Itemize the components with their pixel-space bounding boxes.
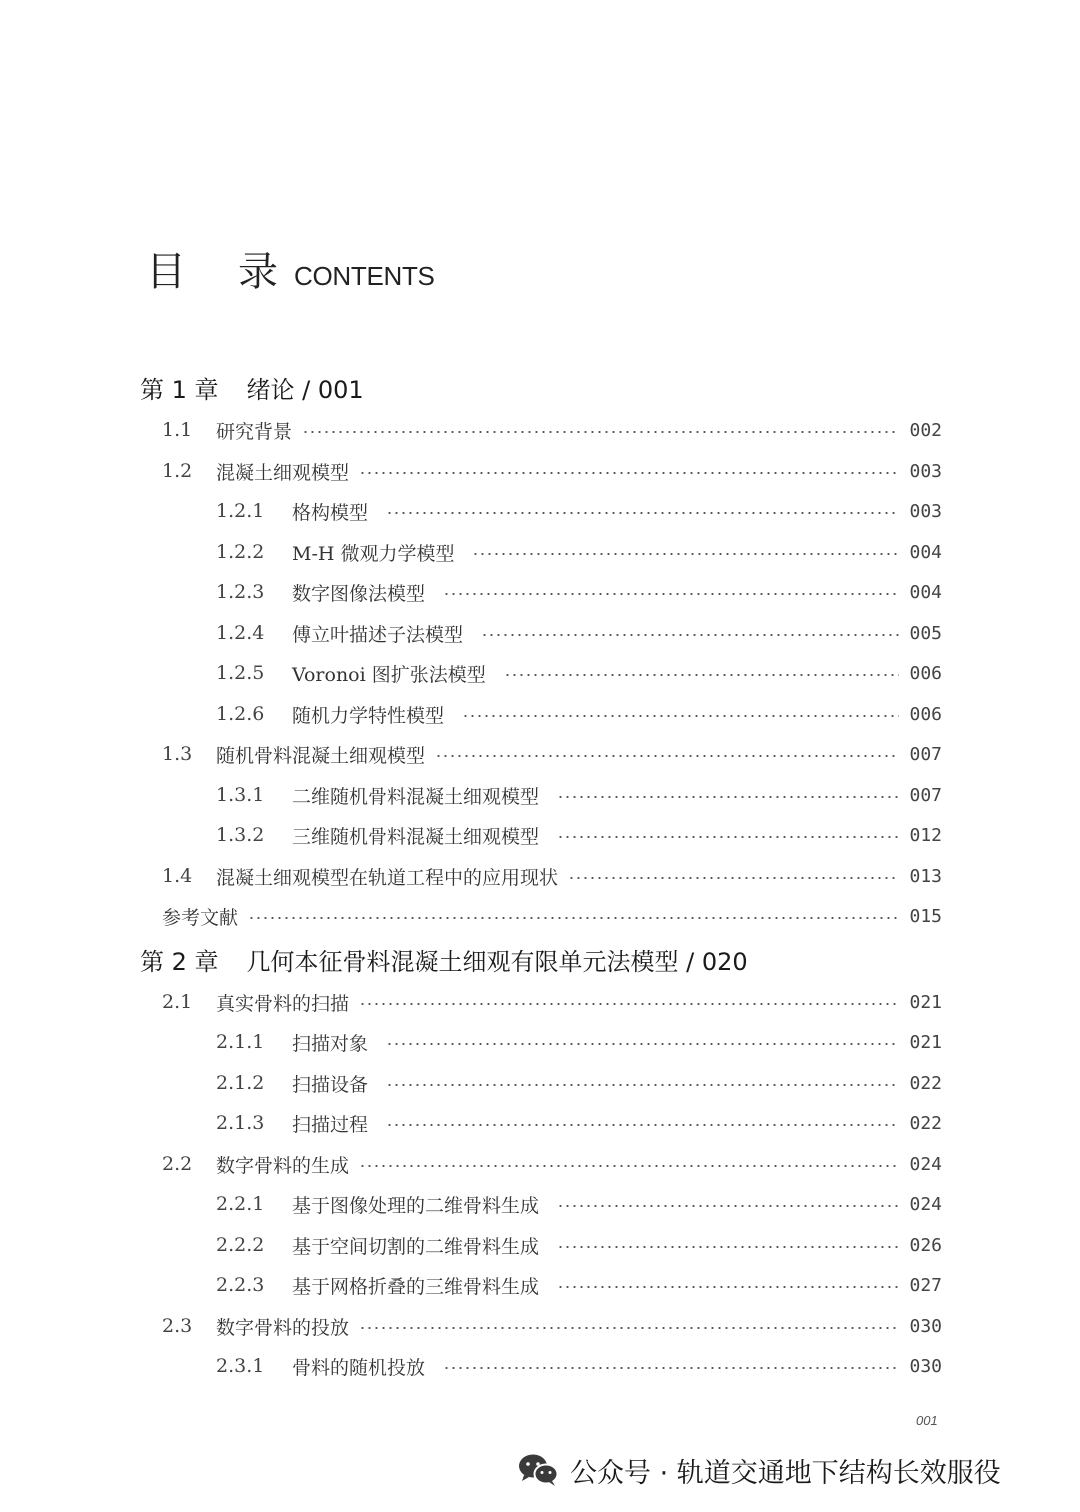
section-number: 2.1.2 [216, 1072, 265, 1094]
wechat-icon [516, 1452, 560, 1488]
toc-entry-1-2-1[interactable] [216, 494, 942, 528]
section-number: 1.3 [162, 743, 193, 765]
section-number: 1.2.1 [216, 500, 265, 522]
toc-heading-zh-2: 录 [238, 249, 278, 295]
section-title: 骨料的随机投放 [292, 1356, 426, 1379]
watermark-text: 公众号 · 轨道交通地下结构长效服役 [570, 1457, 1001, 1489]
section-number: 2.2.3 [216, 1274, 265, 1296]
page-number: 003 [909, 460, 942, 482]
section-number: 1.3.2 [216, 824, 265, 846]
page-number: 030 [909, 1315, 942, 1337]
page-number: 006 [909, 703, 942, 725]
toc-entry-2-2-3[interactable] [216, 1268, 942, 1302]
page-number: 013 [909, 865, 942, 887]
page-number: 021 [909, 991, 942, 1013]
toc-entry-2-1-3[interactable] [216, 1106, 942, 1140]
section-title: 扫描设备 [292, 1073, 369, 1096]
dot-leader [443, 1367, 899, 1369]
chapter-number: 第 1 章 [140, 375, 219, 404]
toc-entry-1-1[interactable] [162, 413, 942, 447]
dot-leader [386, 1124, 899, 1126]
dot-leader [557, 1205, 899, 1207]
section-title: 混凝土细观模型 [216, 461, 350, 484]
section-title: M-H 微观力学模型 [292, 542, 455, 565]
dot-leader [462, 715, 899, 717]
page-number: 030 [909, 1355, 942, 1377]
dot-leader [472, 553, 899, 555]
dot-leader [435, 755, 899, 757]
section-title: Voronoi 图扩张法模型 [292, 663, 486, 686]
section-title: 随机骨料混凝土细观模型 [216, 744, 426, 767]
page-number: 007 [909, 743, 942, 765]
section-number: 2.1.3 [216, 1112, 265, 1134]
section-number: 1.2.2 [216, 541, 265, 563]
section-number: 2.3.1 [216, 1355, 265, 1377]
section-number: 2.2 [162, 1153, 193, 1175]
dot-leader [359, 1003, 899, 1005]
page-number: 012 [909, 824, 942, 846]
page-number: 022 [909, 1112, 942, 1134]
watermark [516, 1448, 1001, 1492]
page-number: 002 [909, 419, 942, 441]
dot-leader [359, 472, 899, 474]
dot-leader [359, 1165, 899, 1167]
toc-entry-2-2-1[interactable] [216, 1187, 942, 1221]
section-title: 随机力学特性模型 [292, 704, 445, 727]
toc-entry-1-3-1[interactable] [216, 778, 942, 812]
dot-leader [557, 836, 899, 838]
section-title: 格构模型 [292, 501, 369, 524]
section-title: 参考文献 [162, 906, 239, 929]
toc-entry-2-2[interactable] [162, 1147, 942, 1181]
page-number: 027 [909, 1274, 942, 1296]
page-number: 022 [909, 1072, 942, 1094]
section-title: 二维随机骨料混凝土细观模型 [292, 785, 540, 808]
page-number: 005 [909, 622, 942, 644]
toc-heading-zh-1: 目 [146, 249, 186, 295]
toc-entry-references[interactable] [162, 899, 942, 933]
section-title: 真实骨料的扫描 [216, 992, 350, 1015]
toc-entry-1-4[interactable] [162, 859, 942, 893]
toc-entry-2-2-2[interactable] [216, 1228, 942, 1262]
section-title: 傅立叶描述子法模型 [292, 623, 464, 646]
dot-leader [557, 1286, 899, 1288]
dot-leader [386, 1043, 899, 1045]
dot-leader [504, 674, 900, 676]
toc-entry-1-2-2[interactable] [216, 535, 942, 569]
dot-leader [386, 512, 899, 514]
dot-leader [557, 1246, 899, 1248]
toc-entry-1-2-4[interactable] [216, 616, 942, 650]
section-title: 扫描对象 [292, 1032, 369, 1055]
page-number: 024 [909, 1153, 942, 1175]
page-number: 003 [909, 500, 942, 522]
section-number: 2.2.1 [216, 1193, 265, 1215]
section-number: 1.2.4 [216, 622, 265, 644]
section-title: 数字图像法模型 [292, 582, 426, 605]
section-title: 三维随机骨料混凝土细观模型 [292, 825, 540, 848]
dot-leader [359, 1327, 899, 1329]
dot-leader [557, 796, 899, 798]
section-title: 基于网格折叠的三维骨料生成 [292, 1275, 540, 1298]
dot-leader [386, 1084, 899, 1086]
section-number: 1.2.3 [216, 581, 265, 603]
chapter-number: 第 2 章 [140, 947, 219, 976]
section-number: 1.3.1 [216, 784, 265, 806]
chapter-title: 几何本征骨料混凝土细观有限单元法模型 / 020 [246, 947, 748, 976]
page-number: 015 [909, 905, 942, 927]
toc-entry-1-2[interactable] [162, 454, 942, 488]
toc-entry-1-2-3[interactable] [216, 575, 942, 609]
section-number: 2.2.2 [216, 1234, 265, 1256]
toc-entry-1-3-2[interactable] [216, 818, 942, 852]
section-number: 1.2.6 [216, 703, 265, 725]
toc-entry-2-3-1[interactable] [216, 1349, 942, 1383]
section-title: 数字骨料的投放 [216, 1316, 350, 1339]
section-number: 1.1 [162, 419, 193, 441]
section-title: 扫描过程 [292, 1113, 369, 1136]
toc-heading-en: CONTENTS [294, 261, 435, 291]
toc-entry-2-1-2[interactable] [216, 1066, 942, 1100]
page-number: 004 [909, 581, 942, 603]
dot-leader [248, 917, 899, 919]
chapter-title: 绪论 / 001 [246, 375, 364, 404]
dot-leader [568, 877, 899, 879]
section-title: 混凝土细观模型在轨道工程中的应用现状 [216, 866, 559, 889]
page-number: 007 [909, 784, 942, 806]
toc-entry-1-3[interactable] [162, 737, 942, 771]
section-number: 2.1.1 [216, 1031, 265, 1053]
section-title: 基于图像处理的二维骨料生成 [292, 1194, 540, 1217]
chapter-1-heading[interactable] [140, 367, 364, 407]
chapter-2-heading[interactable] [140, 939, 748, 979]
toc-entry-2-1[interactable] [162, 985, 942, 1019]
toc-entry-2-1-1[interactable] [216, 1025, 942, 1059]
section-title: 基于空间切割的二维骨料生成 [292, 1235, 540, 1258]
dot-leader [481, 634, 899, 636]
page-number: 024 [909, 1193, 942, 1215]
toc-entry-1-2-5[interactable] [216, 656, 942, 690]
section-number: 1.4 [162, 865, 193, 887]
dot-leader [443, 593, 899, 595]
section-number: 2.1 [162, 991, 193, 1013]
toc-entry-2-3[interactable] [162, 1309, 942, 1343]
toc-entry-1-2-6[interactable] [216, 697, 942, 731]
page-number: 004 [909, 541, 942, 563]
dot-leader [302, 431, 899, 433]
page-number: 021 [909, 1031, 942, 1053]
section-title: 研究背景 [216, 420, 293, 443]
section-title: 数字骨料的生成 [216, 1154, 350, 1177]
section-number: 2.3 [162, 1315, 193, 1337]
section-number: 1.2.5 [216, 662, 265, 684]
page-number: 026 [909, 1234, 942, 1256]
page-number: 006 [909, 662, 942, 684]
section-number: 1.2 [162, 460, 193, 482]
page-folio: 001 [916, 1413, 938, 1428]
